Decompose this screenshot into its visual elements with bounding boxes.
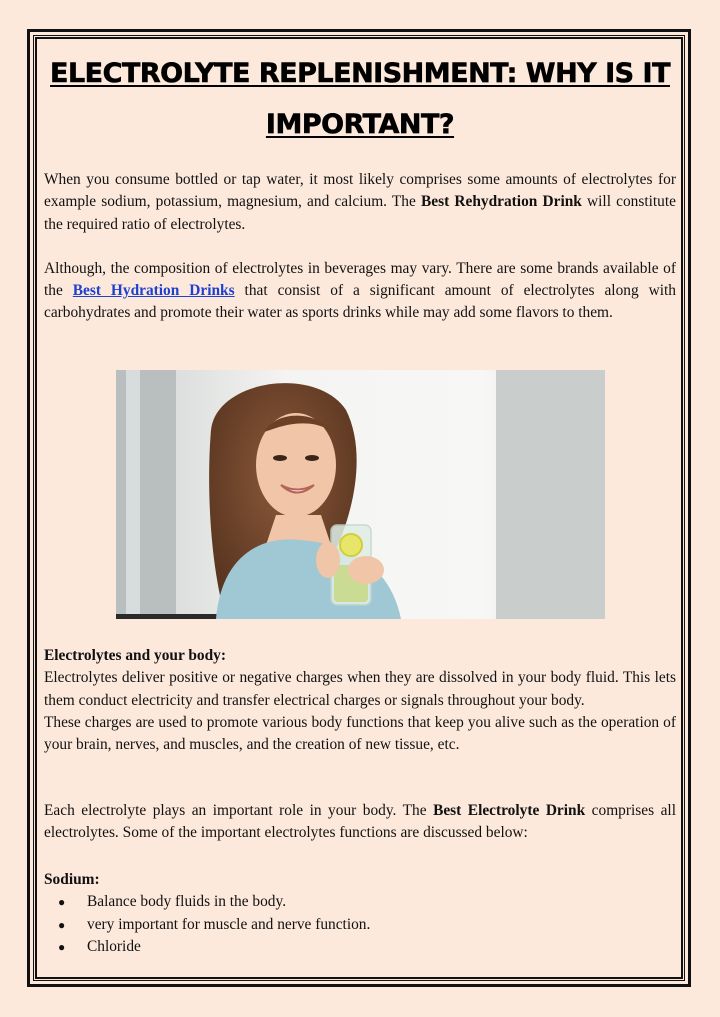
electrolytes-paragraph-2: These charges are used to promote various body functions that keep you alive such as the operation of your brain, nerves, and muscles, and the creation of new tissue, etc.	[44, 713, 676, 754]
intro-paragraph-2	[44, 258, 676, 325]
woman-drinking-water-photo	[116, 370, 605, 619]
intro-p1-text: When you consume bottled or tap water, it most likely comprises some amounts of electrolytes for example sodium, potassium, magnesium, and calcium. The	[44, 171, 676, 211]
electrolytes-paragraph-1: Electrolytes deliver positive or negative charges when they are dissolved in your body fluid. This lets them conduct electricity and transfer electrical charges or signals throughout your body.	[44, 669, 676, 709]
intro-p1-bold: Best Rehydration Drink	[421, 193, 582, 211]
intro-content	[44, 48, 676, 325]
role-section	[44, 800, 676, 845]
list-item-text: Balance body fluids in the body.	[87, 893, 287, 911]
list-item	[44, 936, 676, 958]
intro-paragraph-1	[44, 169, 676, 236]
role-bold: Best Electrolyte Drink	[433, 802, 586, 819]
bullet-icon: ●	[58, 917, 66, 932]
electrolytes-body-section	[44, 645, 676, 756]
list-item-text: very important for muscle and nerve function.	[87, 915, 371, 933]
section-heading-sodium: Sodium:	[44, 871, 100, 888]
intro-p2-text: Although, the composition of electrolytes in beverages may vary. There are some brands available of the	[44, 259, 676, 300]
list-item-text: Chloride	[87, 937, 141, 955]
bullet-icon: ●	[58, 939, 66, 954]
bullet-icon: ●	[58, 895, 66, 910]
role-tail: comprises all electrolytes. Some of the important electrolytes functions are discussed below:	[44, 802, 676, 842]
sodium-list	[44, 891, 676, 958]
sodium-section	[44, 869, 676, 958]
page-title: ELECTROLYTE REPLENISHMENT: WHY IS IT IMPORTANT?	[50, 58, 670, 140]
intro-p1-tail: will constitute the required ratio of electrolytes.	[44, 193, 676, 233]
intro-p2-tail: that consist of a significant amount of electrolytes along with carbohydrates and promote their water as sports drinks while may add some flavors to them.	[44, 282, 676, 322]
list-item	[44, 891, 676, 913]
role-paragraph	[44, 800, 676, 845]
role-text: Each electrolyte plays an important role in your body. The	[44, 802, 434, 819]
photo-illustration	[116, 370, 605, 619]
section-heading-electrolytes: Electrolytes and your body:	[44, 647, 226, 664]
list-item	[44, 914, 676, 936]
best-hydration-drinks-link[interactable]: Best Hydration Drinks	[72, 282, 235, 300]
